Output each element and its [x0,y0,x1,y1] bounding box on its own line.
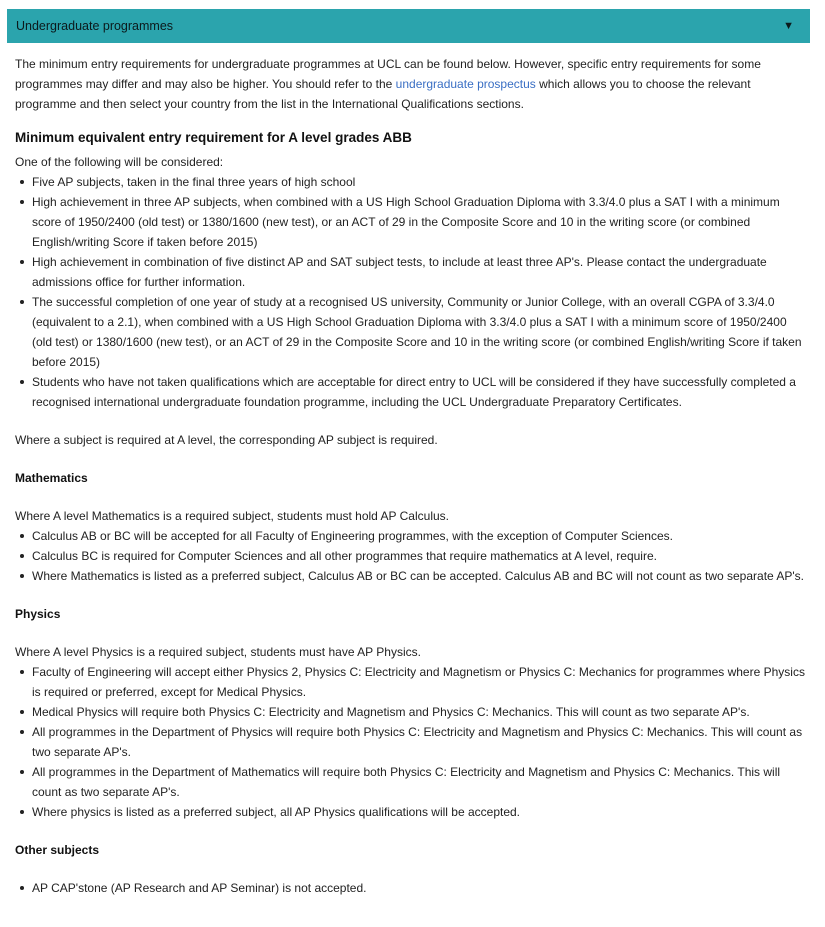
list-item: High achievement in combination of five distinct AP and SAT subject tests, to include at least three AP's. Please contact the undergraduate admissions office for further information. [32,252,805,292]
accordion-content [15,54,805,898]
accordion-title: Undergraduate programmes [16,19,174,33]
ap-subject-note: Where a subject is required at A level, the corresponding AP subject is required. [15,433,438,447]
intro-text-after: which allows you to choose the relevant programme and then select your country from the list in the International Qualifications sections. [15,77,751,111]
list-item: AP CAP'stone (AP Research and AP Seminar) is not accepted. [32,878,805,898]
list-item: Students who have not taken qualifications which are acceptable for direct entry to UCL will be considered if they have successfully completed a recognised international undergraduate foundation programme, including the UCL Undergraduate Preparatory Certificates. [32,372,805,412]
minimum-list [15,172,805,412]
list-item: The successful completion of one year of study at a recognised US university, Community or Junior College, with an overall CGPA of 3.3/4.0 (equivalent to a 2.1), when combined with a US High School Graduation Diploma with 3.3/4.0 plus a SAT I with a minimum score of 1950/2400 (old test) or 1380/1600 (new test), or an ACT of 29 in the Composite Score and 10 in the writing score (or combined English/writing Score if taken before 2015) [32,292,805,372]
intro-paragraph [15,54,805,114]
other-subjects-list [15,878,805,898]
list-item: Calculus BC is required for Computer Sciences and all other programmes that require mathematics at A level, require. [32,546,805,566]
list-item: All programmes in the Department of Physics will require both Physics C: Electricity and Magnetism and Physics C: Mechanics. This will count as two separate AP's. [32,722,805,762]
list-item: Calculus AB or BC will be accepted for all Faculty of Engineering programmes, with the exception of Computer Sciences. [32,526,805,546]
minimum-lead: One of the following will be considered: [15,155,224,169]
mathematics-lead: Where A level Mathematics is a required subject, students must hold AP Calculus. [15,509,449,523]
intro-text-before: The minimum entry requirements for undergraduate programmes at UCL can be found below. However, specific entry requirements for some programmes may differ and may also be higher. You should refer to the [15,57,761,91]
list-item: Medical Physics will require both Physics C: Electricity and Magnetism and Physics C: Mechanics. This will count as two separate AP's. [32,702,805,722]
chevron-down-icon[interactable]: ▼ [783,20,794,32]
list-item: High achievement in three AP subjects, when combined with a US High School Graduation Diploma with 3.3/4.0 plus a SAT I with a minimum score of 1950/2400 (old test) or 1380/1600 (new test), or an ACT of 29 in the Composite Score and 10 in the writing score (or combined English/writing Score if taken before 2015) [32,192,805,252]
list-item: Faculty of Engineering will accept either Physics 2, Physics C: Electricity and Magnetism or Physics C: Mechanics for programmes where Physics is required or preferred, except for Medical Physics. [32,662,805,702]
list-item: Five AP subjects, taken in the final three years of high school [32,172,805,192]
mathematics-heading: Mathematics [15,471,88,485]
mathematics-list [15,526,805,586]
list-item: All programmes in the Department of Mathematics will require both Physics C: Electricity and Magnetism and Physics C: Mechanics. This will count as two separate AP's. [32,762,805,802]
list-item: Where physics is listed as a preferred subject, all AP Physics qualifications will be accepted. [32,802,805,822]
other-subjects-heading: Other subjects [15,843,100,857]
undergraduate-prospectus-link[interactable]: undergraduate prospectus [395,77,536,91]
accordion-header-undergraduate[interactable] [7,9,810,43]
physics-list [15,662,805,822]
physics-heading: Physics [15,607,61,621]
minimum-requirement-heading: Minimum equivalent entry requirement for A level grades ABB [15,130,412,145]
physics-lead: Where A level Physics is a required subject, students must have AP Physics. [15,645,421,659]
list-item: Where Mathematics is listed as a preferred subject, Calculus AB or BC can be accepted. Calculus AB and BC will not count as two separate AP's. [32,566,805,586]
